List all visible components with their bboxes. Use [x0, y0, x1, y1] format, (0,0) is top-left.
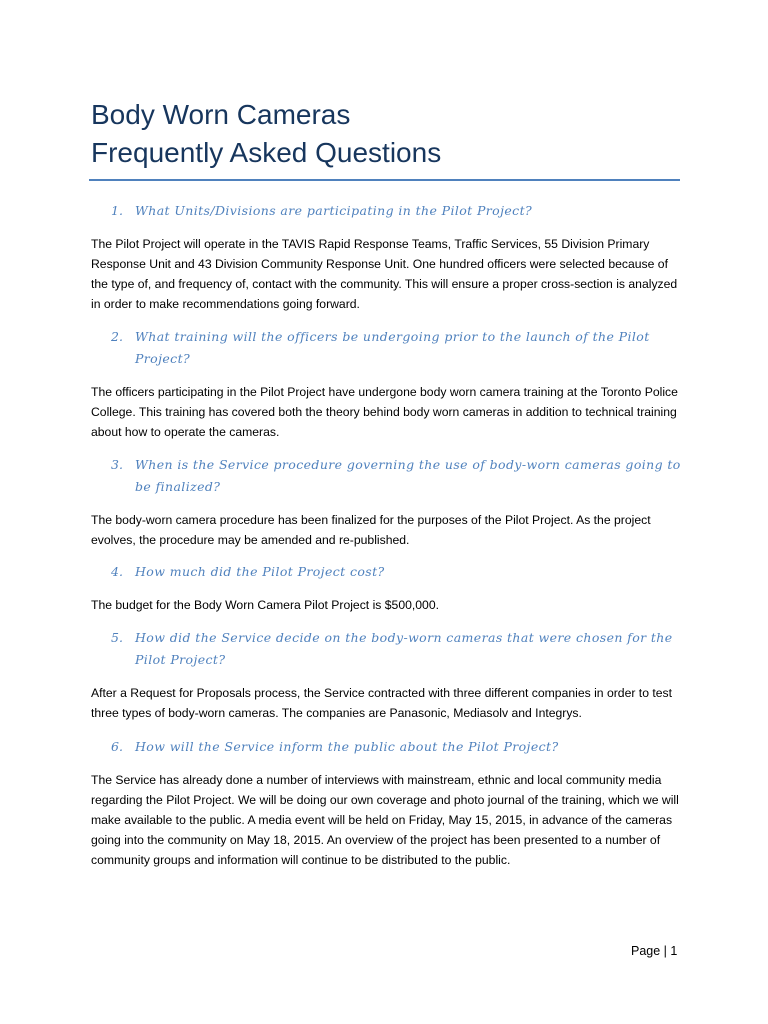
faq-answer-4: The budget for the Body Worn Camera Pilot Project is $500,000. [91, 598, 439, 612]
faq-item-6 [91, 736, 681, 870]
page-title [91, 96, 691, 172]
faq-answer-3: The body-worn camera procedure has been finalized for the purposes of the Pilot Project. As the project evolves, the procedure may be amended and re-published. [91, 513, 651, 547]
faq-item-3 [91, 454, 681, 550]
faq-question-text-2: What training will the officers be undergoing prior to the launch of the Pilot Project? [135, 329, 650, 366]
page-number: Page | 1 [631, 944, 678, 958]
faq-answer-6: The Service has already done a number of interviews with mainstream, ethnic and local community media regarding the Pilot Project. We will be doing our own coverage and photo journal of the training, which we will make available to the public. A media event will be held on Friday, May 15, 2015, in advance of the cameras going into the community on May 18, 2015. An overview of the project has been presented to a number of community groups and information will continue to be distributed to the public. [91, 773, 679, 867]
faq-question-text-5: How did the Service decide on the body-worn cameras that were chosen for the Pilot Project? [135, 630, 673, 667]
faq-question-text-6: How will the Service inform the public about the Pilot Project? [135, 739, 559, 754]
title-line-2: Frequently Asked Questions [91, 137, 442, 168]
faq-question-3 [111, 454, 681, 498]
faq-number-3: 3. [111, 457, 123, 472]
faq-number-2: 2. [111, 329, 123, 344]
faq-item-1 [91, 200, 681, 314]
title-divider [89, 179, 680, 181]
faq-question-6 [111, 736, 681, 758]
faq-answer-1: The Pilot Project will operate in the TAVIS Rapid Response Teams, Traffic Services, 55 Division Primary Response Unit and 43 Division Community Response Unit. One hundred officers were selected because of the type of, and frequency of, contact with the community. This will ensure a proper cross-section is analyzed in order to make recommendations going forward. [91, 237, 678, 311]
faq-question-5 [111, 627, 681, 671]
faq-answer-2: The officers participating in the Pilot Project have undergone body worn camera training at the Toronto Police College. This training has covered both the theory behind body worn cameras in addition to technical training about how to operate the cameras. [91, 385, 678, 439]
faq-number-6: 6. [111, 739, 123, 754]
faq-question-text-1: What Units/Divisions are participating in the Pilot Project? [135, 203, 533, 218]
faq-item-2 [91, 326, 681, 442]
faq-question-4 [111, 561, 681, 583]
faq-question-2 [111, 326, 681, 370]
faq-answer-5: After a Request for Proposals process, the Service contracted with three different companies in order to test three types of body-worn cameras. The companies are Panasonic, Mediasolv and Integrys. [91, 686, 673, 720]
faq-number-1: 1. [111, 203, 123, 218]
faq-number-5: 5. [111, 630, 123, 645]
faq-item-4 [91, 561, 681, 615]
faq-question-text-4: How much did the Pilot Project cost? [135, 564, 385, 579]
title-line-1: Body Worn Cameras [91, 99, 351, 130]
faq-question-1 [111, 200, 681, 222]
faq-number-4: 4. [111, 564, 123, 579]
faq-question-text-3: When is the Service procedure governing the use of body-worn cameras going to be finalized? [135, 457, 681, 494]
faq-item-5 [91, 627, 681, 723]
